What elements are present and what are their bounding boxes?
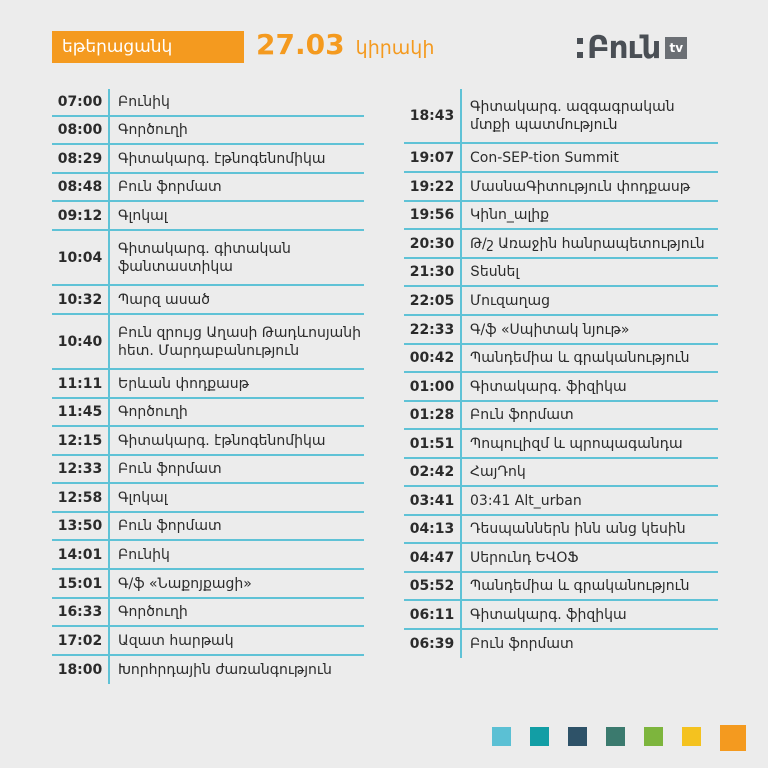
schedule-row [404, 630, 718, 658]
schedule-row [404, 544, 718, 573]
schedule-time: 19:07 [404, 144, 462, 171]
color-swatch [530, 727, 549, 746]
schedule-row [404, 573, 718, 601]
schedule-row [404, 259, 718, 287]
schedule-program: Գործուղի [118, 604, 188, 620]
schedule-time: 11:11 [52, 370, 110, 397]
schedule-row [52, 370, 364, 399]
schedule-row [52, 145, 364, 174]
schedule-row [404, 459, 718, 487]
schedule-program: Գիտակարգ. գիտական ֆանտաստիկա [118, 240, 291, 275]
schedule-program: Գ/ֆ «Սպիտակ նյութ» [470, 321, 630, 338]
schedule-row [52, 541, 364, 570]
schedule-program: ՄասնաԳիտություն փոդքասթ [470, 178, 691, 195]
schedule-program: Con-SEP-tion Summit [470, 149, 619, 166]
schedule-program: Գիտակարգ. էթնոգենոմիկա [118, 432, 326, 449]
schedule-time: 19:22 [404, 173, 462, 200]
schedule-time: 09:12 [52, 202, 110, 229]
schedule-row [52, 315, 364, 370]
schedule-time: 10:04 [52, 231, 110, 284]
schedule-time: 19:56 [404, 202, 462, 228]
schedule-program: Բուն ֆորմատ [470, 636, 574, 652]
schedule-program: Գլոկալ [118, 489, 168, 506]
schedule-program: Բուն զրույց Աղասի Թադևոսյանի հետ. Մարդաբանություն [118, 324, 362, 359]
schedule-program: Գիտակարգ. ազգագրական մտքի պատմություն [470, 98, 675, 133]
color-swatch [606, 727, 625, 746]
schedule-row [52, 570, 364, 599]
schedule-time: 12:33 [52, 456, 110, 482]
schedule-time: 12:58 [52, 484, 110, 511]
logo-colon-icon [577, 38, 583, 58]
schedule-row [404, 173, 718, 202]
color-swatch [720, 725, 746, 751]
schedule-row [404, 430, 718, 459]
schedule-time: 06:11 [404, 601, 462, 628]
logo-word: Բուն [587, 30, 661, 66]
schedule-row [52, 117, 364, 145]
schedule-program: Բուն ֆորմատ [118, 518, 222, 534]
schedule-time: 22:33 [404, 316, 462, 343]
schedule-program: Գիտակարգ. ֆիզիկա [470, 378, 627, 395]
schedule-row [404, 487, 718, 516]
color-swatches [492, 727, 746, 751]
schedule-time: 01:00 [404, 373, 462, 400]
schedule-program: Գիտակարգ. էթնոգենոմիկա [118, 150, 326, 167]
schedule-time: 21:30 [404, 259, 462, 285]
schedule-row [404, 202, 718, 230]
schedule-program: Գիտակարգ. ֆիզիկա [470, 606, 627, 623]
schedule-time: 16:33 [52, 599, 110, 625]
schedule-row [52, 656, 364, 684]
schedule-program: Պանդեմիա և գրականություն [470, 350, 690, 366]
schedule-row [404, 516, 718, 544]
schedule-time: 08:00 [52, 117, 110, 143]
schedule-time: 01:28 [404, 402, 462, 428]
schedule-program: Գ/ֆ «Նաքոյքացի» [118, 575, 252, 592]
schedule-program: Բունիկ [118, 94, 170, 110]
schedule-row [52, 484, 364, 513]
schedule-row [52, 399, 364, 427]
schedule-program: Մուզաղաց [470, 292, 550, 309]
schedule-right-column [404, 89, 718, 658]
schedule-program: Պանդեմիա և գրականություն [470, 578, 690, 594]
schedule-time: 07:00 [52, 89, 110, 115]
schedule-time: 08:48 [52, 174, 110, 200]
schedule-row [52, 174, 364, 202]
schedule-time: 15:01 [52, 570, 110, 597]
color-swatch [644, 727, 663, 746]
schedule-program: ՀայԴոկ [470, 464, 526, 480]
schedule-row [404, 402, 718, 430]
schedule-program: Ազատ հարթակ [118, 632, 234, 649]
schedule-row [52, 599, 364, 627]
schedule-time: 22:05 [404, 287, 462, 314]
schedule-program: Տեսնել [470, 264, 520, 280]
schedule-program: Բուն ֆորմատ [470, 407, 574, 423]
schedule-row [404, 89, 718, 144]
channel-logo [577, 30, 687, 66]
schedule-program: Երևան փոդքասթ [118, 375, 249, 392]
schedule-program: Խորհրդային ժառանգություն [118, 662, 332, 678]
schedule-row [404, 601, 718, 630]
schedule-left-column [52, 89, 364, 684]
schedule-row [52, 89, 364, 117]
weekday: կիրակի [355, 37, 435, 59]
schedule-time: 11:45 [52, 399, 110, 425]
schedule-time: 18:00 [52, 656, 110, 684]
schedule-row [404, 316, 718, 345]
schedule-time: 06:39 [404, 630, 462, 658]
color-swatch [492, 727, 511, 746]
schedule-row [404, 373, 718, 402]
schedule-program: Բուն ֆորմատ [118, 179, 222, 195]
schedule-program: Բուն ֆորմատ [118, 461, 222, 477]
date-number: 27.03 [256, 28, 345, 61]
schedule-time: 17:02 [52, 627, 110, 654]
schedule-time: 05:52 [404, 573, 462, 599]
schedule-time: 03:41 [404, 487, 462, 514]
schedule-time: 10:40 [52, 315, 110, 368]
schedule-row [52, 286, 364, 315]
schedule-time: 04:47 [404, 544, 462, 571]
schedule-row [52, 456, 364, 484]
schedule-time: 08:29 [52, 145, 110, 172]
schedule-program: Բունիկ [118, 546, 170, 563]
schedule-row [52, 202, 364, 231]
schedule-row [52, 513, 364, 541]
schedule-time: 13:50 [52, 513, 110, 539]
day-label: եթերացանկ [52, 31, 244, 63]
schedule-time: 12:15 [52, 427, 110, 454]
schedule-program: 03:41 Alt_urban [470, 492, 582, 509]
schedule-program: Դեսպաններն ինն անց կեսին [470, 521, 686, 537]
schedule-row [52, 231, 364, 286]
schedule-time: 18:43 [404, 89, 462, 142]
schedule-row [404, 230, 718, 259]
schedule-time: 14:01 [52, 541, 110, 568]
schedule-time: 10:32 [52, 286, 110, 313]
schedule-program: Սերունդ ԵՎՕՖ [470, 549, 579, 566]
schedule-row [404, 287, 718, 316]
schedule-row [404, 345, 718, 373]
schedule-time: 04:13 [404, 516, 462, 542]
color-swatch [568, 727, 587, 746]
schedule-row [52, 627, 364, 656]
schedule-program: Պարզ ասած [118, 291, 210, 308]
schedule-program: Թ/շ Առաջին հանրապետություն [470, 235, 705, 252]
schedule-time: 02:42 [404, 459, 462, 485]
schedule-time: 00:42 [404, 345, 462, 371]
schedule-row [52, 427, 364, 456]
schedule-program: Գործուղի [118, 404, 188, 420]
schedule-program: Գործուղի [118, 122, 188, 138]
schedule-row [404, 144, 718, 173]
date-heading [256, 28, 434, 61]
schedule-time: 20:30 [404, 230, 462, 257]
schedule-time: 01:51 [404, 430, 462, 457]
schedule-program: Պոպուլիզմ և պրոպագանդա [470, 435, 683, 452]
schedule-program: Գլոկալ [118, 207, 168, 224]
logo-tv-badge: tv [665, 37, 687, 59]
schedule-program: Կինո_ալիք [470, 207, 550, 223]
color-swatch [682, 727, 701, 746]
